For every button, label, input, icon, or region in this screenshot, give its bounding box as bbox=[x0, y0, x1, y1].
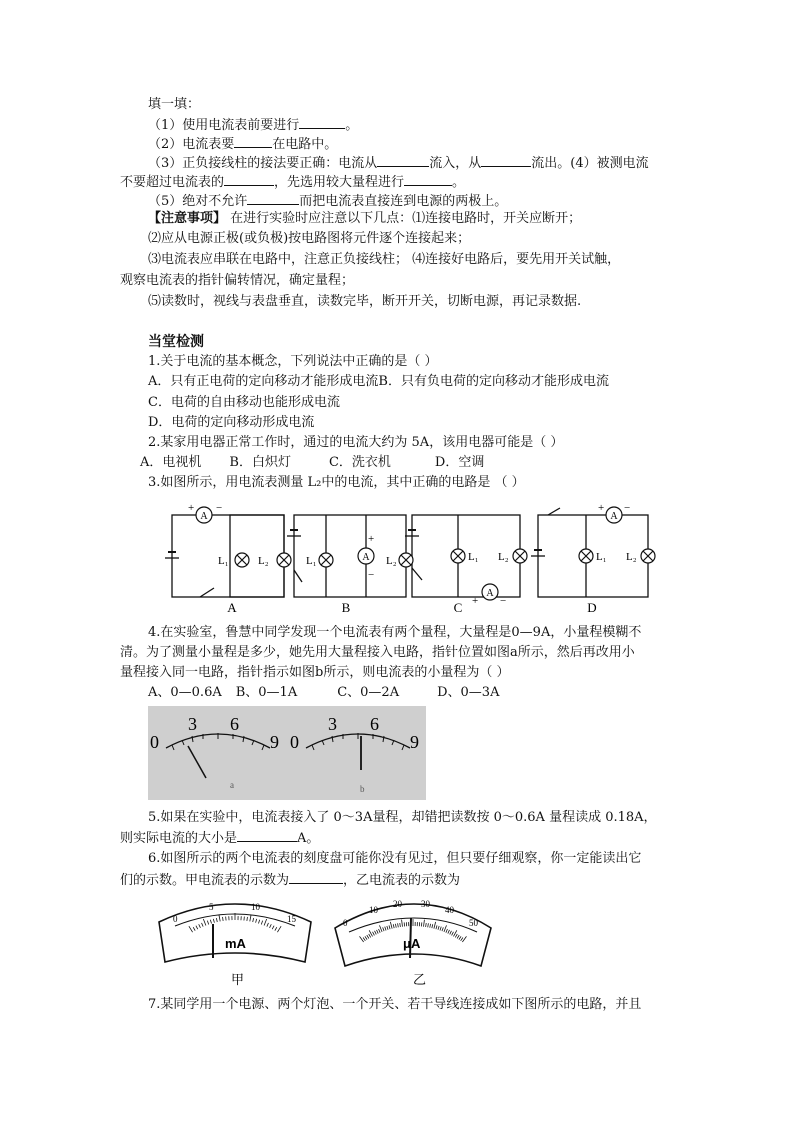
q2-stem: 2.某家用电器正常工作时，通过的电流大约为 5A，该用电器可能是（ ） bbox=[148, 435, 564, 450]
lamp-icon bbox=[451, 549, 465, 563]
q1-option-c: C．电荷的自由移动也能形成电流 bbox=[148, 395, 340, 410]
lamp-icon bbox=[235, 553, 249, 567]
blank[interactable] bbox=[377, 154, 429, 167]
q6-line2: 们的示数。甲电流表的示数为 ，乙电流表的示数为 bbox=[120, 873, 461, 888]
notes-line4: 观察电流表的指针偏转情况，确定量程； bbox=[120, 273, 355, 288]
notes-line1: 【注意事项】 在进行实验时应注意以下几点：⑴连接电路时，开关应断开； bbox=[148, 211, 582, 226]
plus-sign: + bbox=[598, 502, 605, 514]
minus-sign: − bbox=[216, 502, 223, 514]
caption-a: a bbox=[230, 780, 234, 790]
l2-label: L₂ bbox=[626, 551, 637, 563]
blank[interactable] bbox=[224, 173, 274, 186]
q4-line2: 清。为了测量小量程是多少，她先用大量程接入电路，指针位置如图a所示，然后再改用小 bbox=[120, 645, 635, 660]
l1-label: L₁ bbox=[306, 555, 317, 567]
plus-sign: + bbox=[472, 595, 479, 607]
q4-options: A、0—0.6A B、0—1A C、0—2A D、0—3A bbox=[148, 685, 500, 700]
blank[interactable] bbox=[234, 135, 272, 148]
unit-ma: mA bbox=[225, 936, 246, 951]
q1-option-d: D．电荷的定向移动形成电流 bbox=[148, 415, 315, 430]
fill-q5: （5）绝对不允许 而把电流表直接连到电源的两极上。 bbox=[148, 194, 508, 209]
minus-sign: − bbox=[624, 502, 631, 514]
lamp-icon bbox=[579, 549, 593, 563]
scale-label: 3 bbox=[328, 714, 337, 734]
q1-options-ab: A．只有正电荷的定向移动才能形成电流B．只有负电荷的定向移动才能形成电流 bbox=[148, 374, 609, 389]
l1-label: L₁ bbox=[218, 555, 229, 567]
tick-label: 40 bbox=[445, 905, 454, 915]
minus-sign: − bbox=[500, 595, 507, 607]
q1-stem: 1.关于电流的基本概念，下列说法中正确的是（ ） bbox=[148, 354, 438, 369]
circuit-label-a: A bbox=[227, 600, 237, 615]
fill-q3: （3）正负接线柱的接法要正确：电流从 流入，从 流出。(4）被测电流 bbox=[148, 156, 649, 171]
q5-line1: 5.如果在实验中，电流表接入了 0～3A量程，却错把读数按 0～0.6A 量程读成 0.18A， bbox=[148, 810, 657, 825]
blank[interactable] bbox=[481, 154, 531, 167]
circuit-label-d: D bbox=[587, 600, 597, 615]
scale-label: 0 bbox=[290, 732, 299, 752]
scale-label: 0 bbox=[150, 732, 159, 752]
notes-line3: ⑶电流表应串联在电路中，注意正负接线柱； ⑷连接好电路后，要先用开关试触， bbox=[148, 252, 621, 267]
ammeter-label: A bbox=[362, 552, 370, 563]
l2-label: L₂ bbox=[498, 551, 509, 563]
lamp-icon bbox=[277, 553, 291, 567]
q6-line1: 6.如图所示的两个电流表的刻度盘可能你没有见过，但只要仔细观察，你一定能读出它 bbox=[148, 851, 642, 866]
tick-label: 10 bbox=[369, 905, 378, 915]
section-title: 当堂检测 bbox=[148, 334, 204, 350]
plus-sign: + bbox=[188, 502, 195, 514]
fill-heading: 填一填： bbox=[148, 97, 201, 112]
caption-jia: 甲 bbox=[231, 972, 245, 987]
scale-label: 9 bbox=[270, 732, 279, 752]
plus-sign: + bbox=[368, 533, 375, 545]
scale-label: 6 bbox=[230, 714, 239, 734]
minus-sign: − bbox=[368, 569, 375, 581]
q2-options: A．电视机 B．白炽灯 C．洗衣机 D．空调 bbox=[140, 455, 485, 470]
notes-line2: ⑵应从电源正极(或负极)按电路图将元件逐个连接起来； bbox=[148, 231, 471, 246]
circuit-label-b: B bbox=[341, 600, 351, 615]
l2-label: L₂ bbox=[386, 555, 397, 567]
circuit-label-c: C bbox=[453, 600, 463, 615]
q3-stem: 3.如图所示，用电流表测量 L₂中的电流，其中正确的电路是 （ ） bbox=[148, 475, 525, 490]
lamp-icon bbox=[641, 549, 655, 563]
q3-circuit-figure bbox=[160, 500, 670, 620]
l2-label: L₂ bbox=[258, 555, 269, 567]
tick-label: 30 bbox=[421, 899, 430, 909]
blank[interactable] bbox=[237, 829, 297, 842]
fill-q2: （2）电流表要 在电路中。 bbox=[148, 137, 338, 152]
ammeter-label: A bbox=[200, 511, 208, 522]
tick-label: 15 bbox=[287, 914, 296, 924]
lamp-icon bbox=[399, 553, 413, 567]
l1-label: L₁ bbox=[468, 551, 479, 563]
q4-line1: 4.在实验室，鲁慧中同学发现一个电流表有两个量程，大量程是0—9A，小量程模糊不 bbox=[148, 625, 642, 640]
tick-label: 0 bbox=[173, 914, 178, 924]
caption-b: b bbox=[360, 784, 365, 794]
blank[interactable] bbox=[247, 192, 299, 205]
lamp-icon bbox=[513, 549, 527, 563]
ammeter-label: A bbox=[486, 588, 494, 599]
tick-label: 10 bbox=[251, 902, 260, 912]
q5-line2: 则实际电流的大小是 A。 bbox=[120, 831, 320, 846]
fill-q1: （1）使用电流表前要进行 。 bbox=[148, 118, 359, 133]
caption-yi: 乙 bbox=[413, 972, 427, 987]
tick-label: 5 bbox=[209, 902, 214, 912]
q6-meter-figure bbox=[155, 892, 495, 990]
fill-q4: 不要超过电流表的 ，先选用较大量程进行 。 bbox=[120, 175, 466, 190]
q4-meter-figure bbox=[148, 706, 426, 800]
notes-line5: ⑸读数时，视线与表盘垂直，读数完毕，断开开关，切断电源，再记录数据. bbox=[148, 294, 582, 309]
tick-label: 50 bbox=[469, 918, 478, 928]
blank[interactable] bbox=[404, 173, 452, 186]
blank[interactable] bbox=[289, 871, 343, 884]
unit-ua: μA bbox=[403, 936, 421, 951]
blank[interactable] bbox=[299, 116, 345, 129]
lamp-icon bbox=[319, 553, 333, 567]
scale-label: 9 bbox=[410, 732, 419, 752]
q7-line1: 7.某同学用一个电源、两个灯泡、一个开关、若干导线连接成如下图所示的电路，并且 bbox=[148, 997, 642, 1012]
scale-label: 6 bbox=[370, 714, 379, 734]
tick-label: 0 bbox=[343, 918, 348, 928]
scale-label: 3 bbox=[188, 714, 197, 734]
q4-line3: 量程接入同一电路，指针指示如图b所示，则电流表的小量程为（ ） bbox=[120, 665, 510, 680]
l1-label: L₁ bbox=[596, 551, 607, 563]
ammeter-label: A bbox=[610, 511, 618, 522]
tick-label: 20 bbox=[393, 899, 402, 909]
